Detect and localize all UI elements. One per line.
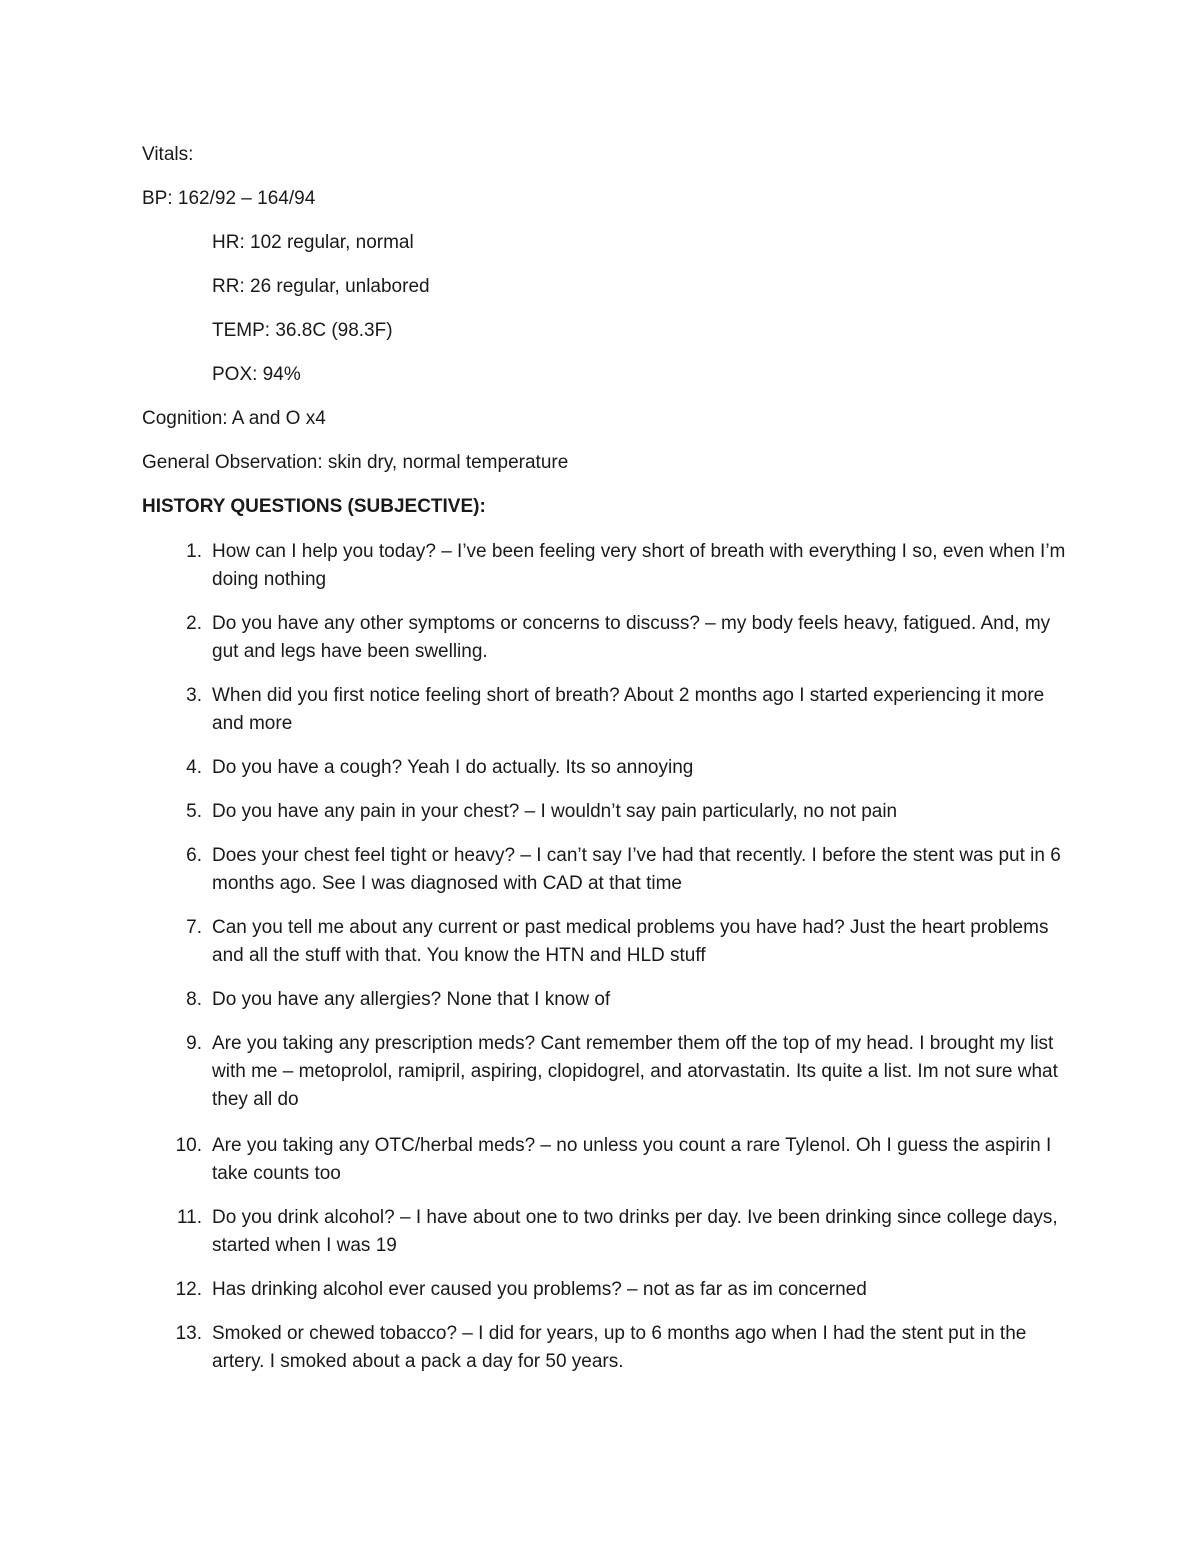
list-item xyxy=(142,1132,1072,1188)
item-number: 4. xyxy=(186,757,202,778)
bp-reading: BP: 162/92 – 164/94 xyxy=(142,188,316,209)
item-text: Do you have any other symptoms or concerns to discuss? – my body feels heavy, fatigued. And, my gut and legs have been swelling. xyxy=(212,613,1051,662)
item-text: Do you drink alcohol? – I have about one to two drinks per day. Ive been drinking since college days, started when I was 19 xyxy=(212,1207,1058,1256)
list-item xyxy=(142,1276,1072,1304)
item-text: Are you taking any prescription meds? Cant remember them off the top of my head. I brought my list with me – metoprolol, ramipril, aspiring, clopidogrel, and atorvastatin. Its quite a list. Im not sure what they all do xyxy=(212,1033,1058,1110)
vitals-label: Vitals: xyxy=(142,144,194,165)
item-text: Do you have any allergies? None that I know of xyxy=(212,989,611,1010)
item-text: Does your chest feel tight or heavy? – I can’t say I’ve had that recently. I before the stent was put in 6 months ago. See I was diagnosed with CAD at that time xyxy=(212,845,1061,894)
item-text: How can I help you today? – I’ve been feeling very short of breath with everything I so, even when I’m doing nothing xyxy=(212,541,1066,590)
item-number: 6. xyxy=(186,845,202,866)
item-number: 7. xyxy=(186,917,202,938)
item-number: 10. xyxy=(175,1135,202,1156)
item-number: 5. xyxy=(186,801,202,822)
list-item xyxy=(142,1204,1072,1260)
list-item xyxy=(142,842,1072,898)
item-number: 8. xyxy=(186,989,202,1010)
item-number: 3. xyxy=(186,685,202,706)
list-item xyxy=(142,798,1072,826)
history-heading: HISTORY QUESTIONS (SUBJECTIVE): xyxy=(142,496,486,517)
cognition-line: Cognition: A and O x4 xyxy=(142,408,326,429)
item-text: Has drinking alcohol ever caused you problems? – not as far as im concerned xyxy=(212,1279,867,1300)
general-observation-line: General Observation: skin dry, normal temperature xyxy=(142,452,569,473)
item-number: 2. xyxy=(186,613,202,634)
item-number: 13. xyxy=(175,1323,202,1344)
item-number: 12. xyxy=(175,1279,202,1300)
item-text: Can you tell me about any current or past medical problems you have had? Just the heart problems and all the stuff with that. You know the HTN and HLD stuff xyxy=(212,917,1049,966)
list-item xyxy=(142,682,1072,738)
item-text: Smoked or chewed tobacco? – I did for years, up to 6 months ago when I had the stent put in the artery. I smoked about a pack a day for 50 years. xyxy=(212,1323,1027,1372)
list-item xyxy=(142,538,1072,594)
item-number: 9. xyxy=(186,1033,202,1054)
item-text: Do you have a cough? Yeah I do actually. Its so annoying xyxy=(212,757,694,778)
item-text: Do you have any pain in your chest? – I wouldn’t say pain particularly, no not pain xyxy=(212,801,898,822)
list-item xyxy=(142,610,1072,666)
item-number: 11. xyxy=(176,1207,202,1228)
list-item xyxy=(142,1320,1072,1376)
list-item xyxy=(142,1030,1072,1114)
list-item xyxy=(142,914,1072,970)
hr-reading: HR: 102 regular, normal xyxy=(212,232,414,253)
temp-reading: TEMP: 36.8C (98.3F) xyxy=(212,320,393,341)
item-text: Are you taking any OTC/herbal meds? – no unless you count a rare Tylenol. Oh I guess the aspirin I take counts too xyxy=(212,1135,1052,1184)
item-text: When did you first notice feeling short of breath? About 2 months ago I started experiencing it more and more xyxy=(212,685,1045,734)
item-number: 1. xyxy=(186,541,202,562)
pox-reading: POX: 94% xyxy=(212,364,301,385)
list-item xyxy=(142,754,1072,782)
rr-reading: RR: 26 regular, unlabored xyxy=(212,276,430,297)
list-item xyxy=(142,986,1072,1014)
